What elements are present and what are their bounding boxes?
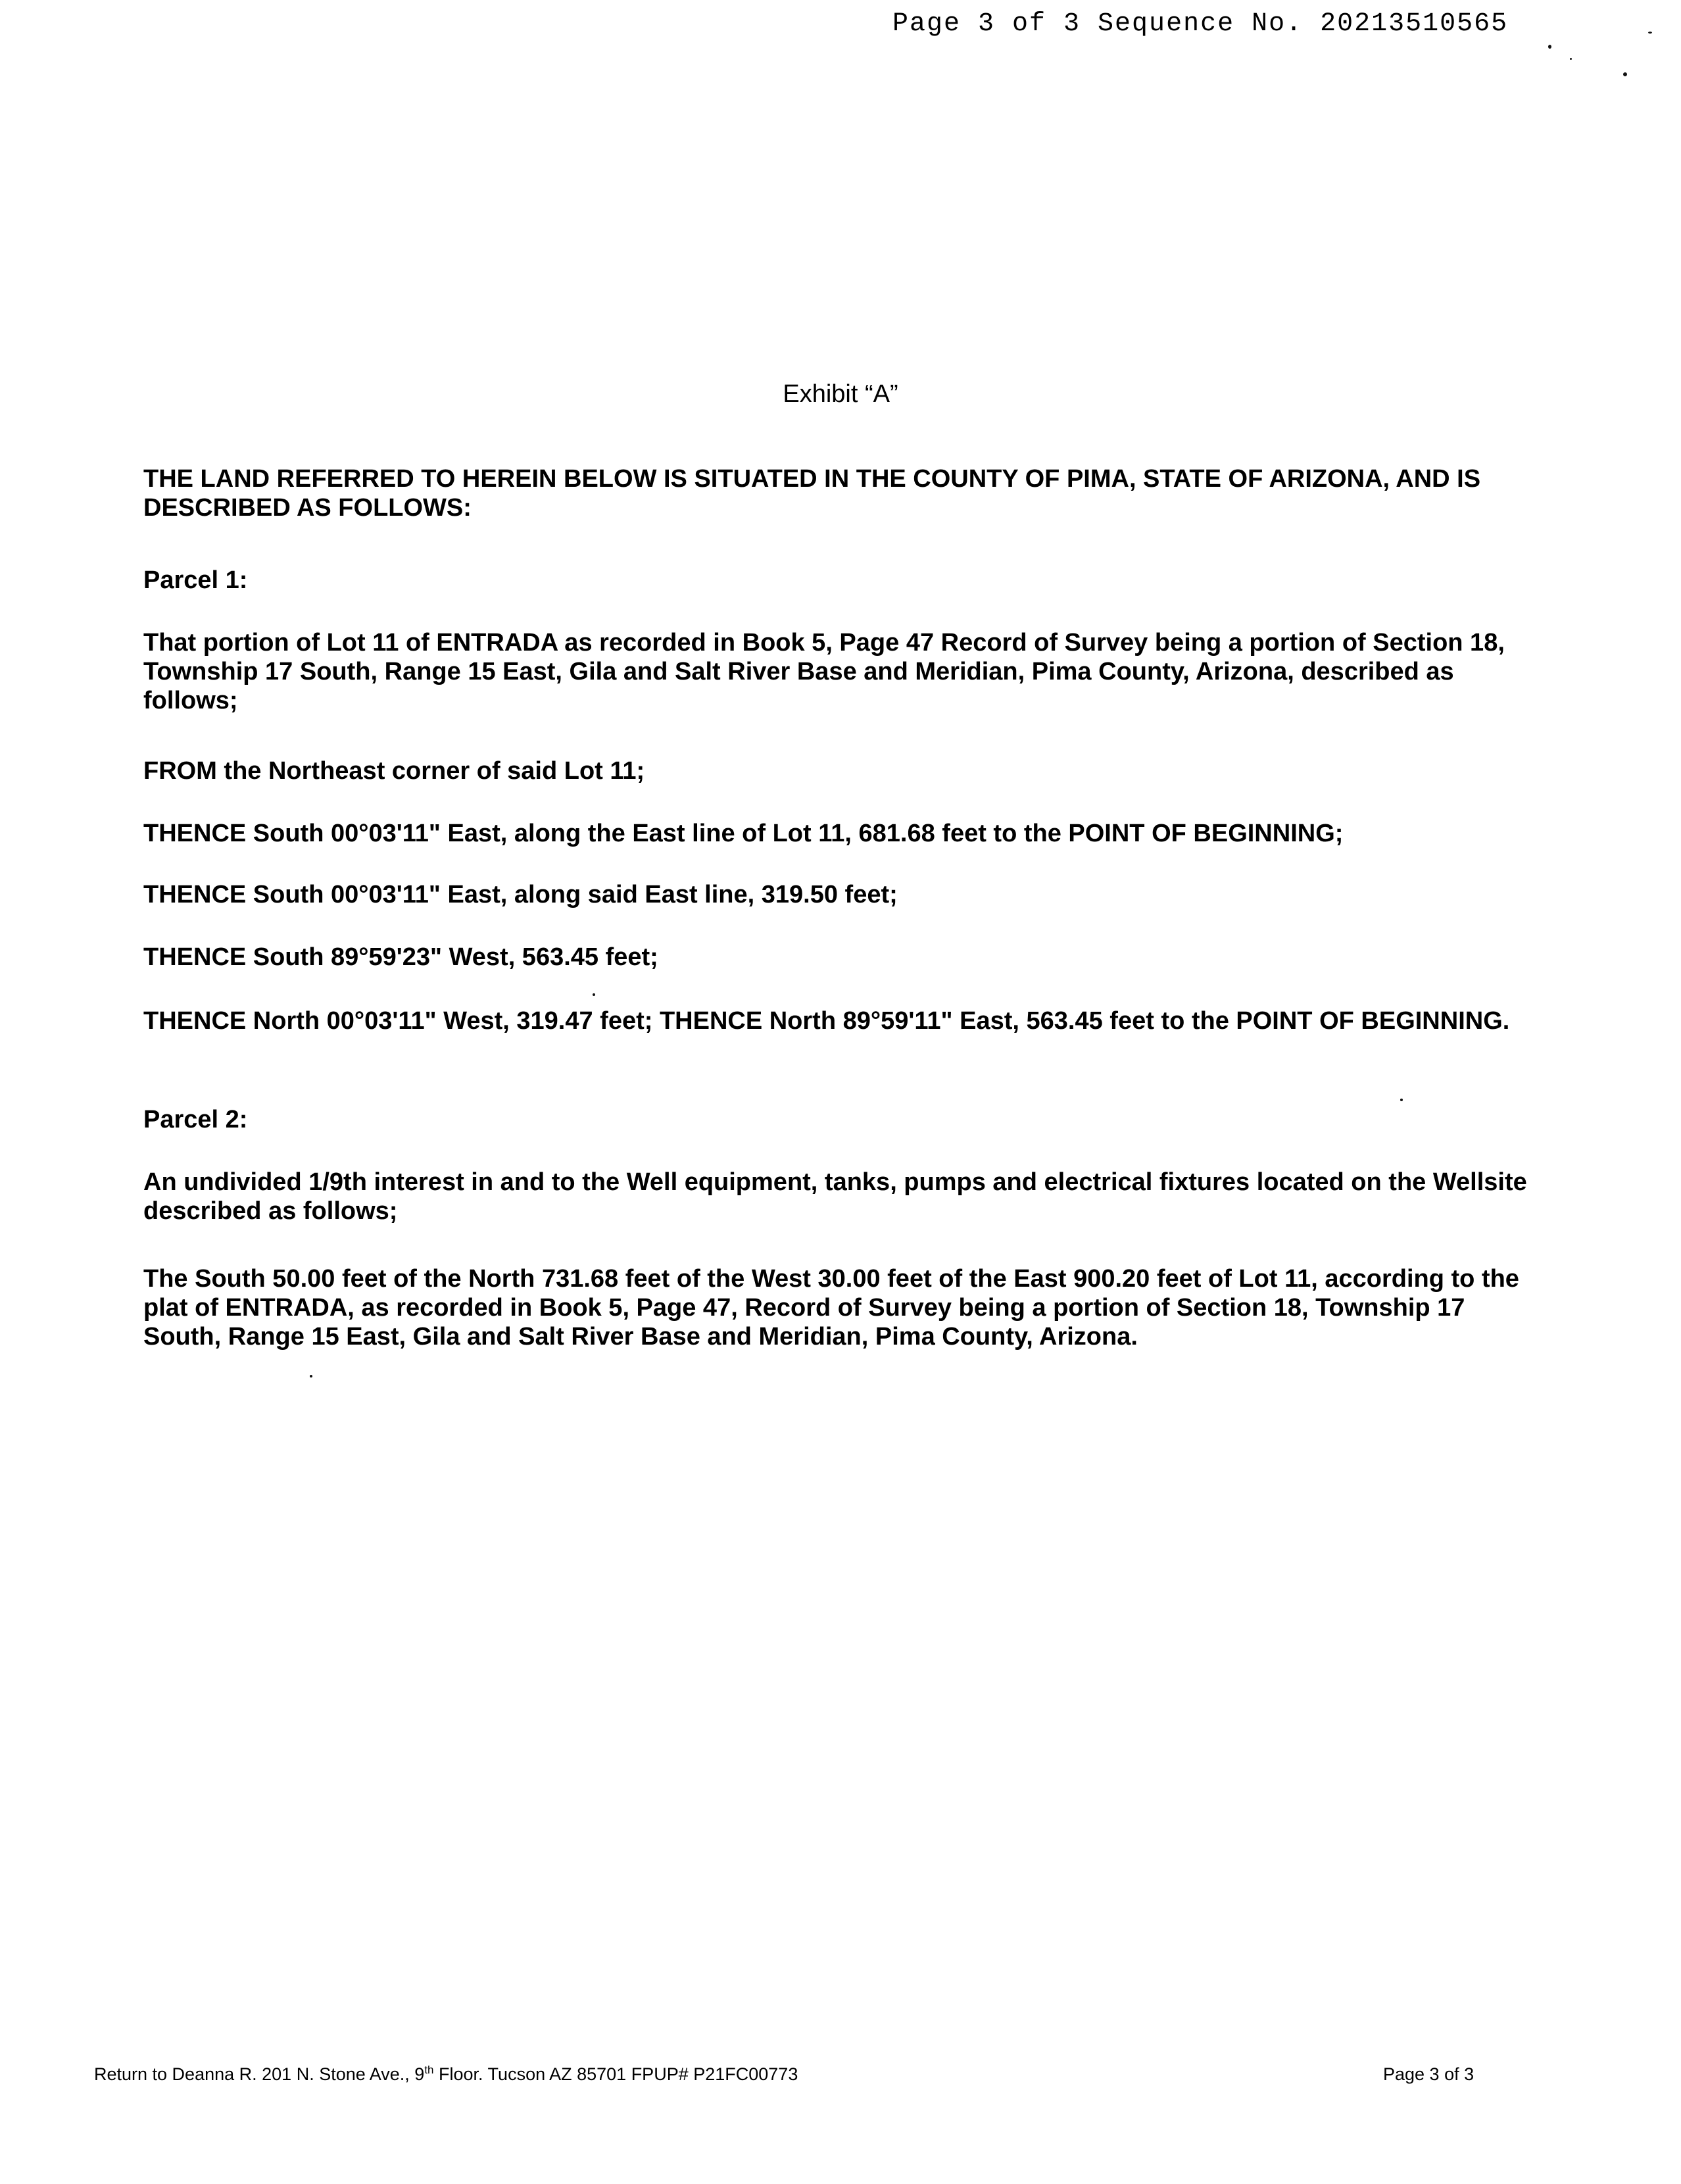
metes-and-bounds-call-4: THENCE North 00°03'11" West, 319.47 feet; THENCE North 89°59'11" East, 563.45 feet to the POINT OF BEGINNING. [143, 1007, 1510, 1035]
return-address-footer: Return to Deanna R. 201 N. Stone Ave., 9th Floor. Tucson AZ 85701 FPUP# P21FC00773 [94, 2064, 798, 2084]
scan-speck [310, 1375, 312, 1377]
parcel-1-description: That portion of Lot 11 of ENTRADA as recorded in Book 5, Page 47 Record of Survey being a portion of Section 18, Township 17 South, Range 15 East, Gila and Salt River Base and Meridian, Pima County, Arizona, described as follows; [143, 629, 1505, 714]
land-description-intro: THE LAND REFERRED TO HEREIN BELOW IS SITUATED IN THE COUNTY OF PIMA, STATE OF ARIZONA, AND IS DESCRIBED AS FOLLOWS: [143, 465, 1481, 522]
recorder-stamp: Page 3 of 3 Sequence No. 20213510565 [892, 9, 1509, 39]
page-number-footer: Page 3 of 3 [1383, 2064, 1474, 2084]
metes-and-bounds-start: FROM the Northeast corner of said Lot 11; [143, 757, 645, 785]
metes-and-bounds-call-2: THENCE South 00°03'11" East, along said East line, 319.50 feet; [143, 881, 898, 908]
scan-speck [1623, 72, 1627, 76]
parcel-2-heading: Parcel 2: [143, 1106, 248, 1133]
scan-speck [1400, 1099, 1403, 1101]
parcel-2-interest: An undivided 1/9th interest in and to the Well equipment, tanks, pumps and electrical fixtures located on the Wellsite described as follows; [143, 1168, 1527, 1225]
scan-speck [1548, 45, 1551, 49]
exhibit-title: Exhibit “A” [783, 380, 898, 408]
scan-speck [1648, 32, 1652, 34]
scan-speck [1570, 58, 1572, 60]
scan-speck [593, 993, 595, 996]
parcel-2-wellsite-description: The South 50.00 feet of the North 731.68 feet of the West 30.00 feet of the East 900.20 feet of Lot 11, according to the plat of ENTRADA, as recorded in Book 5, Page 47, Record of Survey being a portion of Section 18, Township 17 South, Range 15 East, Gila and Salt River Base and Meridian, Pima County, Arizona. [143, 1265, 1519, 1351]
metes-and-bounds-call-1: THENCE South 00°03'11" East, along the East line of Lot 11, 681.68 feet to the POINT OF BEGINNING; [143, 820, 1344, 847]
metes-and-bounds-call-3: THENCE South 89°59'23" West, 563.45 feet; [143, 943, 658, 971]
parcel-1-heading: Parcel 1: [143, 566, 248, 594]
